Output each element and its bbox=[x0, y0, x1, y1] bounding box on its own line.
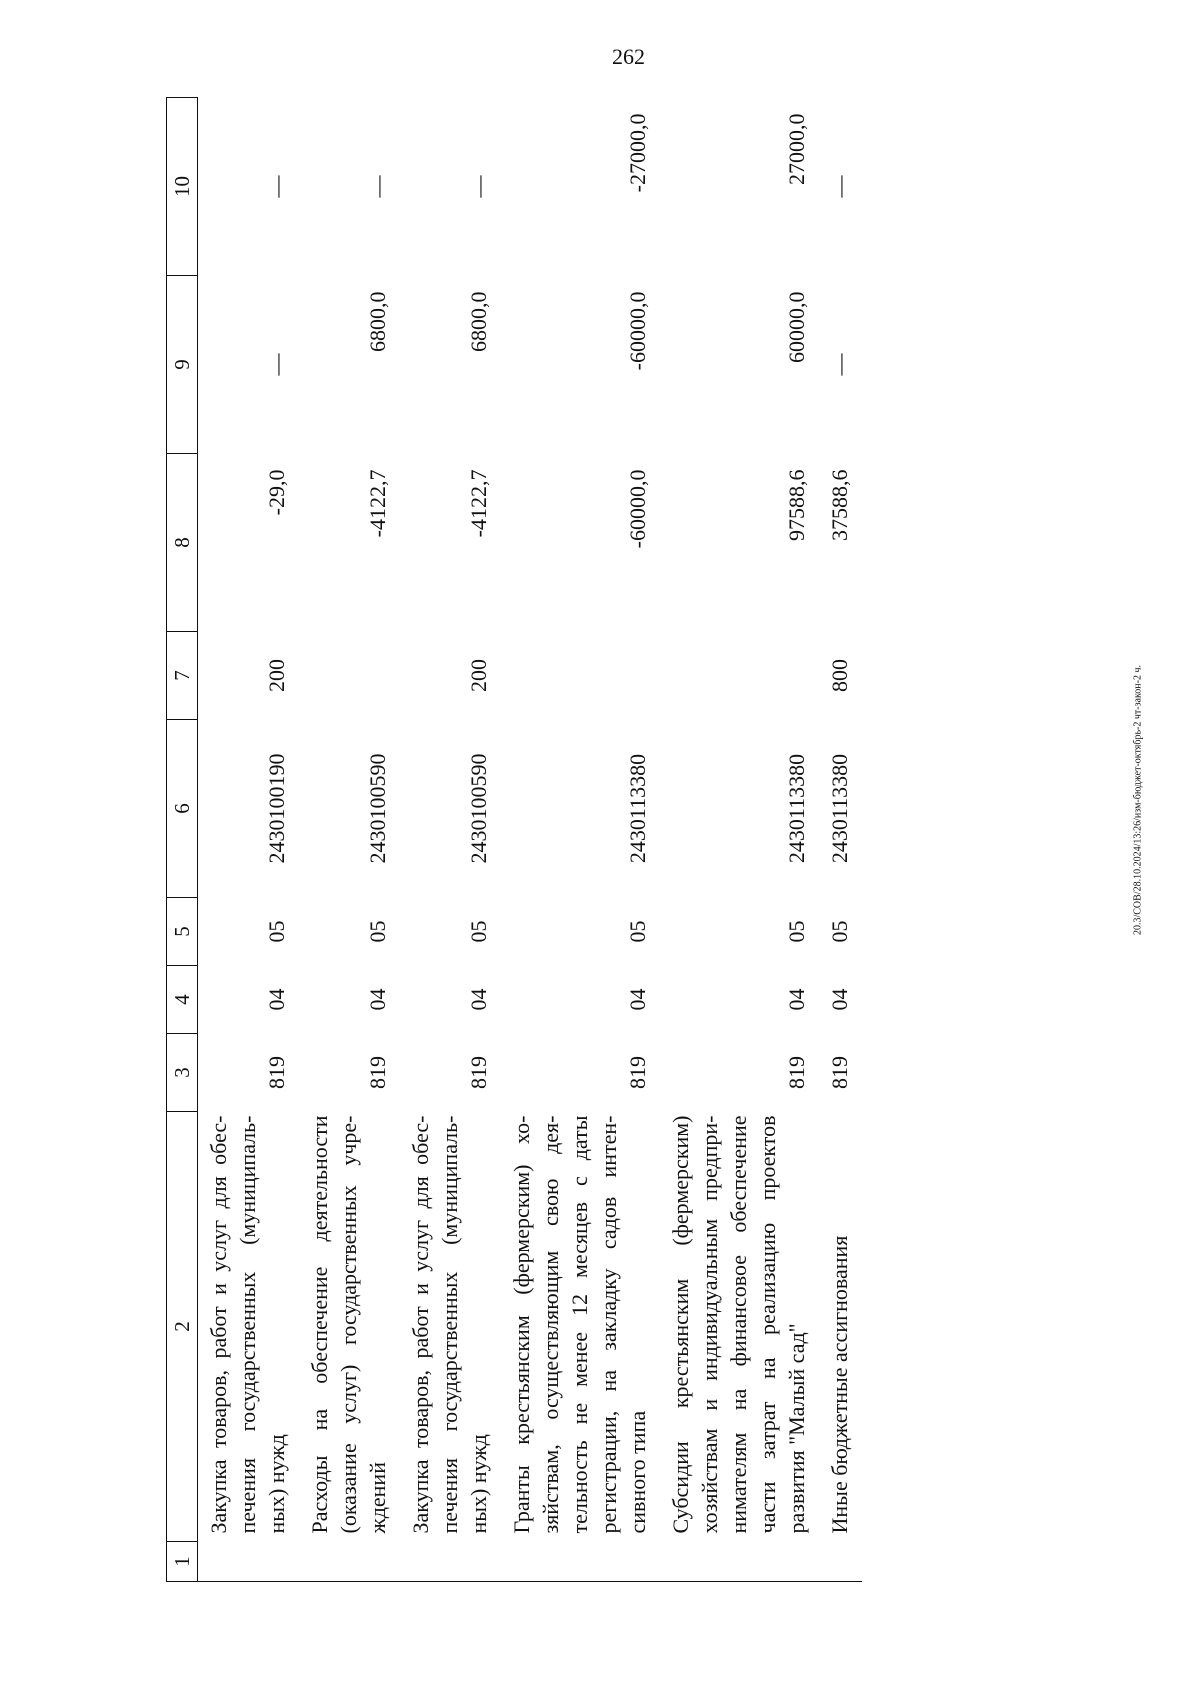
col-header-5: 5 bbox=[167, 898, 198, 966]
cell-col5: 05 bbox=[784, 920, 809, 943]
col-header-4: 4 bbox=[167, 966, 198, 1034]
col-header-2: 2 bbox=[167, 1112, 198, 1542]
cell-col7 bbox=[299, 632, 400, 720]
cell-col5: 05 bbox=[264, 920, 289, 943]
footer-text: 20.3/СОВ/28.10.2024/13:26/изм-бюджет-октябрь-2 чт-закон-2 ч. bbox=[1132, 664, 1144, 936]
cell-col7 bbox=[660, 632, 819, 720]
cell-col3: 819 bbox=[625, 1056, 650, 1089]
row-name: Закупка товаров, работ и услуг для обес-печения государственных (муниципаль-ных) нужд bbox=[206, 1115, 289, 1534]
table-row bbox=[400, 98, 501, 1582]
cell-col4: 04 bbox=[827, 988, 852, 1011]
cell-col8: 37588,6 bbox=[827, 469, 852, 541]
col-header-1: 1 bbox=[167, 1542, 198, 1582]
cell-col4: 04 bbox=[625, 988, 650, 1011]
cell-col10: — bbox=[365, 175, 390, 198]
table-row bbox=[501, 98, 660, 1582]
cell-col6: 2430100590 bbox=[365, 753, 390, 864]
cell-col5: 05 bbox=[625, 920, 650, 943]
cell-col6: 2430100190 bbox=[264, 753, 289, 864]
cell-col9: — bbox=[264, 353, 289, 376]
cell-col8: -29,0 bbox=[264, 469, 289, 516]
cell-col3: 819 bbox=[365, 1056, 390, 1089]
cell-col3: 819 bbox=[264, 1056, 289, 1089]
cell-col3: 819 bbox=[784, 1056, 809, 1089]
cell-col6: 2430100590 bbox=[466, 753, 491, 864]
cell-col10: — bbox=[264, 175, 289, 198]
cell-col9: 6800,0 bbox=[365, 291, 390, 352]
column-header-row bbox=[167, 98, 198, 1582]
cell-col7: 800 bbox=[827, 659, 852, 692]
cell-col7: 200 bbox=[466, 659, 491, 692]
cell-col4: 04 bbox=[466, 988, 491, 1011]
cell-col5: 05 bbox=[466, 920, 491, 943]
cell-col7: 200 bbox=[264, 659, 289, 692]
page-number: 262 bbox=[612, 44, 645, 69]
row-name: Расходы на обеспечение деятельности (оказание услуг) государственных учре-ждений bbox=[307, 1115, 390, 1534]
budget-table bbox=[166, 97, 862, 1582]
cell-col9: 60000,0 bbox=[784, 291, 809, 363]
row-name: Иные бюджетные ассигнования bbox=[827, 1235, 852, 1534]
col-header-8: 8 bbox=[167, 454, 198, 632]
table-row bbox=[198, 98, 300, 1582]
row-name: Субсидии крестьянским (фермерским) хозяйствам и индивидуальным предпри-нимателям на финансовое обеспечение части затрат на реализацию проектов развития "Малый сад" bbox=[668, 1115, 809, 1534]
cell-col9: — bbox=[827, 353, 852, 376]
cell-col6: 2430113380 bbox=[827, 753, 852, 864]
cell-col8: 97588,6 bbox=[784, 469, 809, 541]
cell-col10: — bbox=[827, 175, 852, 198]
cell-col8: -60000,0 bbox=[625, 469, 650, 549]
rotated-page-content bbox=[166, 82, 1066, 1582]
table-row bbox=[819, 98, 862, 1582]
row-name: Гранты крестьянским (фермерским) хо-зяйствам, осуществляющим свою дея-тельность не менее 12 месяцев с даты регистрации, на закладку садов интен-сивного типа bbox=[509, 1115, 650, 1534]
cell-col8: -4122,7 bbox=[466, 469, 491, 538]
col-header-3: 3 bbox=[167, 1034, 198, 1112]
cell-col10: 27000,0 bbox=[784, 113, 809, 185]
cell-col4: 04 bbox=[784, 988, 809, 1011]
cell-col10: -27000,0 bbox=[625, 113, 650, 193]
col-header-9: 9 bbox=[167, 276, 198, 454]
col-header-6: 6 bbox=[167, 720, 198, 898]
row-name: Закупка товаров, работ и услуг для обес-печения государственных (муниципаль-ных) нужд bbox=[408, 1115, 491, 1534]
col-header-7: 7 bbox=[167, 632, 198, 720]
cell-col5: 05 bbox=[827, 920, 852, 943]
col-header-10: 10 bbox=[167, 98, 198, 276]
cell-col9: -60000,0 bbox=[625, 291, 650, 371]
cell-col10: — bbox=[466, 175, 491, 198]
cell-col6: 2430113380 bbox=[784, 753, 809, 864]
table-row bbox=[299, 98, 400, 1582]
cell-col6: 2430113380 bbox=[625, 753, 650, 864]
cell-col4: 04 bbox=[365, 988, 390, 1011]
cell-col7 bbox=[501, 632, 660, 720]
cell-col3: 819 bbox=[827, 1056, 852, 1089]
cell-col5: 05 bbox=[365, 920, 390, 943]
cell-col4: 04 bbox=[264, 988, 289, 1011]
cell-col3: 819 bbox=[466, 1056, 491, 1089]
cell-col9: 6800,0 bbox=[466, 291, 491, 352]
table-row bbox=[660, 98, 819, 1582]
cell-col8: -4122,7 bbox=[365, 469, 390, 538]
